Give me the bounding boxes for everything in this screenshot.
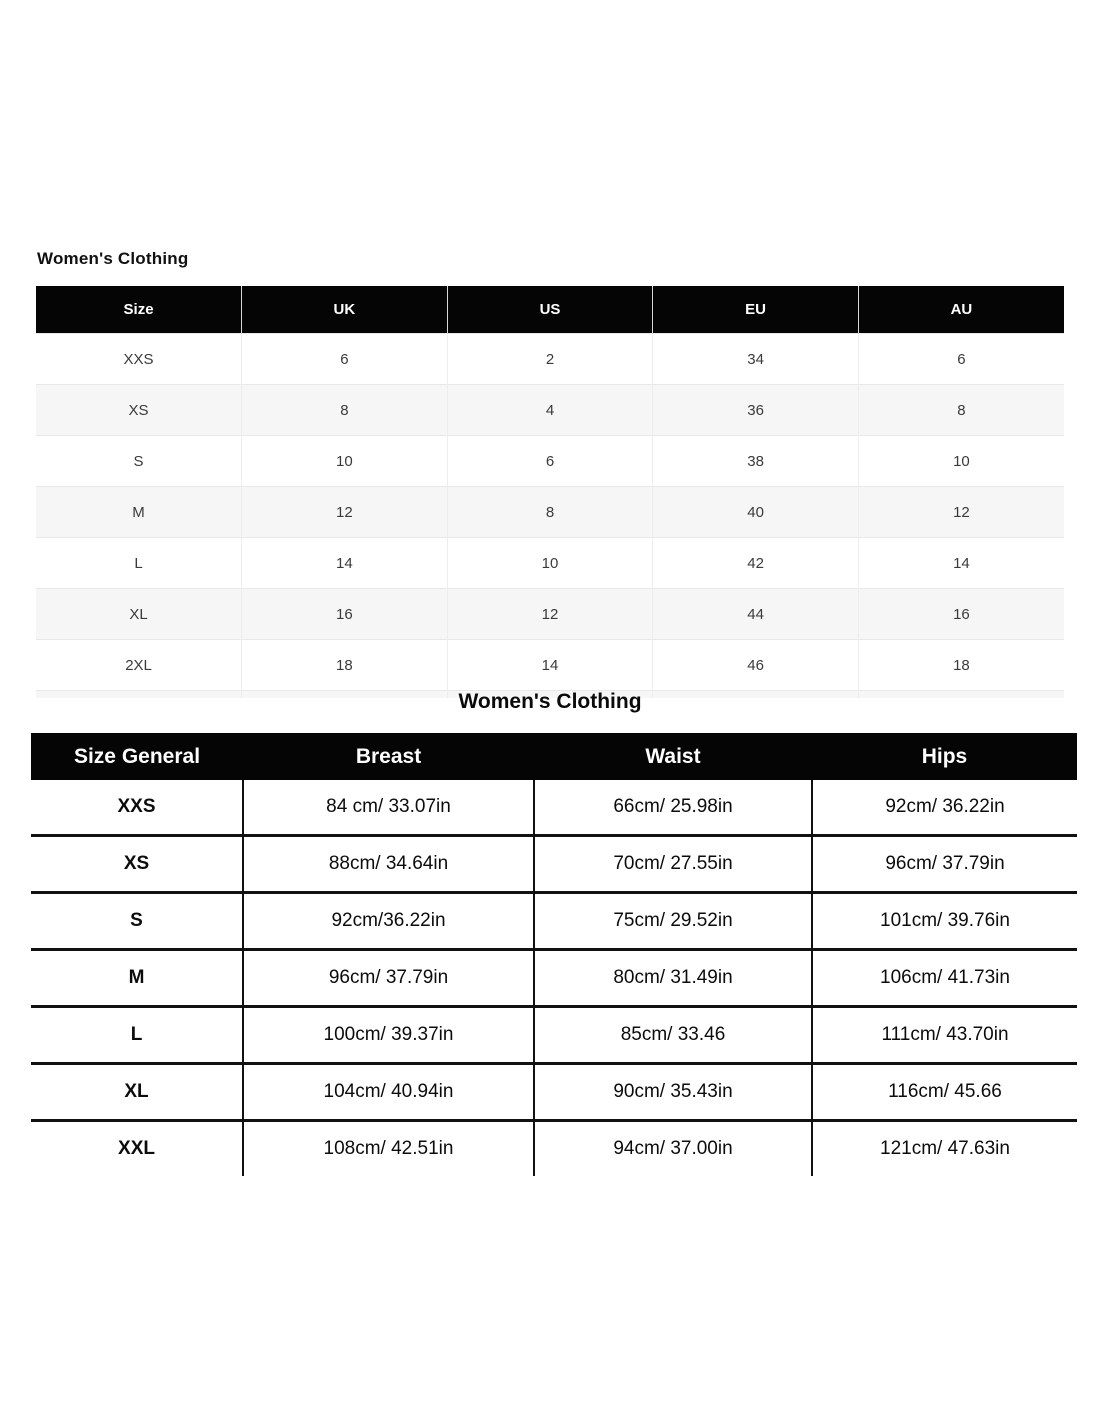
table-row-2xl <box>36 640 1064 691</box>
table-row-m <box>31 950 1077 1007</box>
size-label: XXS <box>31 780 243 836</box>
column-header-us: US <box>447 286 653 334</box>
breast-value: 96cm/ 37.79in <box>243 950 534 1007</box>
size-label: XS <box>36 385 242 436</box>
table-row-m <box>36 487 1064 538</box>
size-label: XL <box>31 1064 243 1121</box>
uk-value: 10 <box>242 436 448 487</box>
au-value: 16 <box>858 589 1064 640</box>
table-row-xxs <box>31 780 1077 836</box>
us-value: 8 <box>447 487 653 538</box>
breast-value: 108cm/ 42.51in <box>243 1121 534 1177</box>
header-row <box>36 286 1064 334</box>
measurements-table-title: Women's Clothing <box>458 690 642 713</box>
breast-value: 100cm/ 39.37in <box>243 1007 534 1064</box>
waist-value: 75cm/ 29.52in <box>534 893 812 950</box>
us-value: 14 <box>447 640 653 691</box>
size-label: L <box>36 538 242 589</box>
hips-value: 111cm/ 43.70in <box>812 1007 1077 1064</box>
waist-value: 80cm/ 31.49in <box>534 950 812 1007</box>
au-value: 10 <box>858 436 1064 487</box>
uk-value: 14 <box>242 538 448 589</box>
table-row-xs <box>31 836 1077 893</box>
eu-value: 44 <box>653 589 859 640</box>
waist-value: 70cm/ 27.55in <box>534 836 812 893</box>
size-label: L <box>31 1007 243 1064</box>
breast-value: 88cm/ 34.64in <box>243 836 534 893</box>
au-value: 6 <box>858 334 1064 385</box>
hips-value: 106cm/ 41.73in <box>812 950 1077 1007</box>
hips-value: 92cm/ 36.22in <box>812 780 1077 836</box>
header-row <box>31 733 1077 780</box>
column-header-uk: UK <box>242 286 448 334</box>
size-conversion-header <box>36 286 1064 334</box>
measurements-table <box>31 733 1077 1176</box>
size-conversion-body <box>36 334 1064 699</box>
us-value: 2 <box>447 334 653 385</box>
column-header-au: AU <box>858 286 1064 334</box>
table-row-xxl <box>31 1121 1077 1177</box>
waist-value: 66cm/ 25.98in <box>534 780 812 836</box>
size-label: M <box>31 950 243 1007</box>
breast-value: 84 cm/ 33.07in <box>243 780 534 836</box>
measurements-header <box>31 733 1077 780</box>
uk-value: 16 <box>242 589 448 640</box>
table-row-s <box>31 893 1077 950</box>
hips-value: 116cm/ 45.66 <box>812 1064 1077 1121</box>
us-value: 12 <box>447 589 653 640</box>
eu-value: 42 <box>653 538 859 589</box>
size-label: XL <box>36 589 242 640</box>
uk-value: 6 <box>242 334 448 385</box>
au-value: 14 <box>858 538 1064 589</box>
eu-value: 34 <box>653 334 859 385</box>
conversion-table-title: Women's Clothing <box>37 249 189 268</box>
eu-value: 38 <box>653 436 859 487</box>
waist-value: 90cm/ 35.43in <box>534 1064 812 1121</box>
column-header-hips: Hips <box>812 733 1077 780</box>
uk-value: 12 <box>242 487 448 538</box>
measurements-body <box>31 780 1077 1176</box>
size-label: XXS <box>36 334 242 385</box>
size-label: 2XL <box>36 640 242 691</box>
column-header-waist: Waist <box>534 733 812 780</box>
au-value: 8 <box>858 385 1064 436</box>
au-value: 12 <box>858 487 1064 538</box>
table-row-xl <box>31 1064 1077 1121</box>
size-conversion-table <box>36 286 1064 698</box>
au-value: 18 <box>858 640 1064 691</box>
size-label: M <box>36 487 242 538</box>
us-value: 4 <box>447 385 653 436</box>
uk-value: 18 <box>242 640 448 691</box>
size-label: XS <box>31 836 243 893</box>
hips-value: 101cm/ 39.76in <box>812 893 1077 950</box>
hips-value: 121cm/ 47.63in <box>812 1121 1077 1177</box>
column-header-size: Size <box>36 286 242 334</box>
size-label: S <box>31 893 243 950</box>
eu-value: 36 <box>653 385 859 436</box>
us-value: 10 <box>447 538 653 589</box>
waist-value: 85cm/ 33.46 <box>534 1007 812 1064</box>
table-row-s <box>36 436 1064 487</box>
column-header-size-general: Size General <box>31 733 243 780</box>
table-row-l <box>31 1007 1077 1064</box>
table-row-l <box>36 538 1064 589</box>
waist-value: 94cm/ 37.00in <box>534 1121 812 1177</box>
column-header-eu: EU <box>653 286 859 334</box>
size-label: S <box>36 436 242 487</box>
breast-value: 92cm/36.22in <box>243 893 534 950</box>
column-header-breast: Breast <box>243 733 534 780</box>
table-row-xs <box>36 385 1064 436</box>
us-value: 6 <box>447 436 653 487</box>
table-row-xl <box>36 589 1064 640</box>
table-row-xxs <box>36 334 1064 385</box>
eu-value: 40 <box>653 487 859 538</box>
hips-value: 96cm/ 37.79in <box>812 836 1077 893</box>
breast-value: 104cm/ 40.94in <box>243 1064 534 1121</box>
eu-value: 46 <box>653 640 859 691</box>
uk-value: 8 <box>242 385 448 436</box>
size-label: XXL <box>31 1121 243 1177</box>
